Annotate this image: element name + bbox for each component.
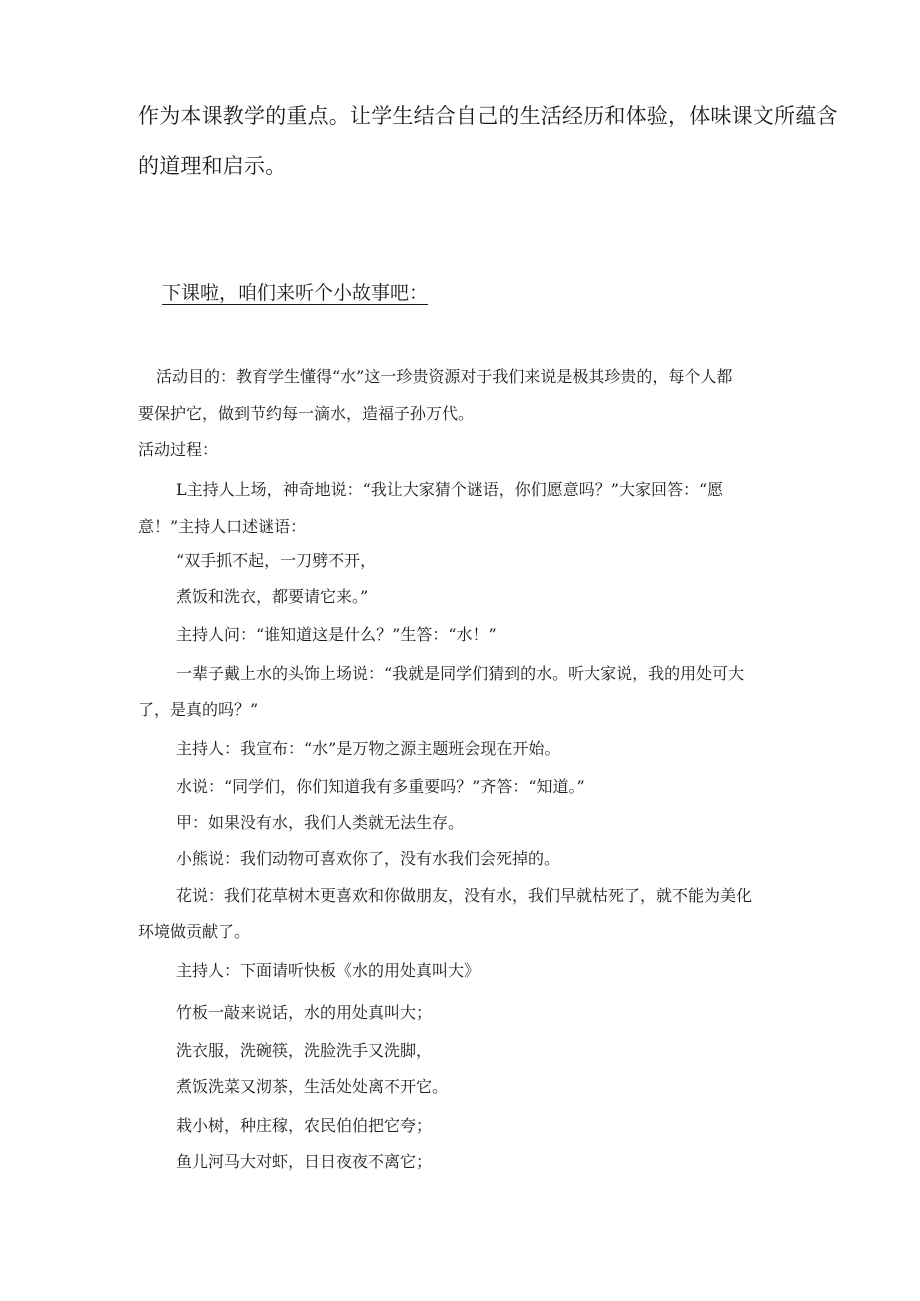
riddle-line: “双手抓不起，一刀劈不开， <box>176 551 377 570</box>
script-line: 环境做贡献了。 <box>138 922 251 941</box>
kuaiban-verse-line: 洗衣服，洗碗筷，洗脸洗手又洗脚， <box>176 1041 433 1060</box>
intro-paragraph-line: 作为本课教学的重点。让学生结合自己的生活经历和体验，体味课文所蕴含 <box>138 104 838 128</box>
kuaiban-verse-line: 煮饭洗菜又沏茶，生活处处离不开它。 <box>176 1077 449 1096</box>
activity-purpose-line: 要保护它，做到节约每一滴水，造福子孙万代。 <box>138 404 475 423</box>
script-line: 花说：我们花草树木更喜欢和你做朋友，没有水，我们早就枯死了，就不能为美化 <box>176 886 753 905</box>
script-line: 主持人：我宣布：“水”是万物之源主题班会现在开始。 <box>176 739 561 758</box>
activity-purpose-line: 活动目的：教育学生懂得“水”这一珍贵资源对于我们来说是极其珍贵的，每个人都 <box>156 367 733 386</box>
script-line: L主持人上场，神奇地说：“我让大家猜个谜语，你们愿意吗？”大家回答：“愿 <box>176 480 724 499</box>
riddle-line: 煮饭和洗衣，都要请它来。” <box>176 587 369 606</box>
intro-paragraph-line: 的道理和启示。 <box>138 154 287 178</box>
kuaiban-verse-line: 栽小树，种庄稼，农民伯伯把它夸； <box>176 1116 433 1135</box>
script-line: 一辈子戴上水的头饰上场说：“我就是同学们猜到的水。听大家说，我的用处可大 <box>176 664 745 683</box>
activity-process-label: 活动过程： <box>138 440 219 459</box>
script-line: 意！”主持人口述谜语： <box>138 517 307 536</box>
script-line: 了，是真的吗？” <box>138 700 259 719</box>
script-line: 主持人：下面请听快板《水的用处真叫大》 <box>176 961 481 980</box>
script-line: 水说：“同学们，你们知道我有多重要吗？”齐答：“知道。” <box>176 777 585 796</box>
script-line: 主持人问：“谁知道这是什么？”生答：“水！” <box>176 625 497 644</box>
kuaiban-verse-line: 鱼儿河马大对虾，日日夜夜不离它； <box>176 1152 433 1171</box>
script-line: 甲：如果没有水，我们人类就无法生存。 <box>176 813 465 832</box>
section-heading: 下课啦，咱们来听个小故事吧： <box>162 282 429 304</box>
kuaiban-verse-line: 竹板一敲来说话，水的用处真叫大； <box>176 1003 433 1022</box>
script-line: 小熊说：我们动物可喜欢你了，没有水我们会死掉的。 <box>176 849 561 868</box>
